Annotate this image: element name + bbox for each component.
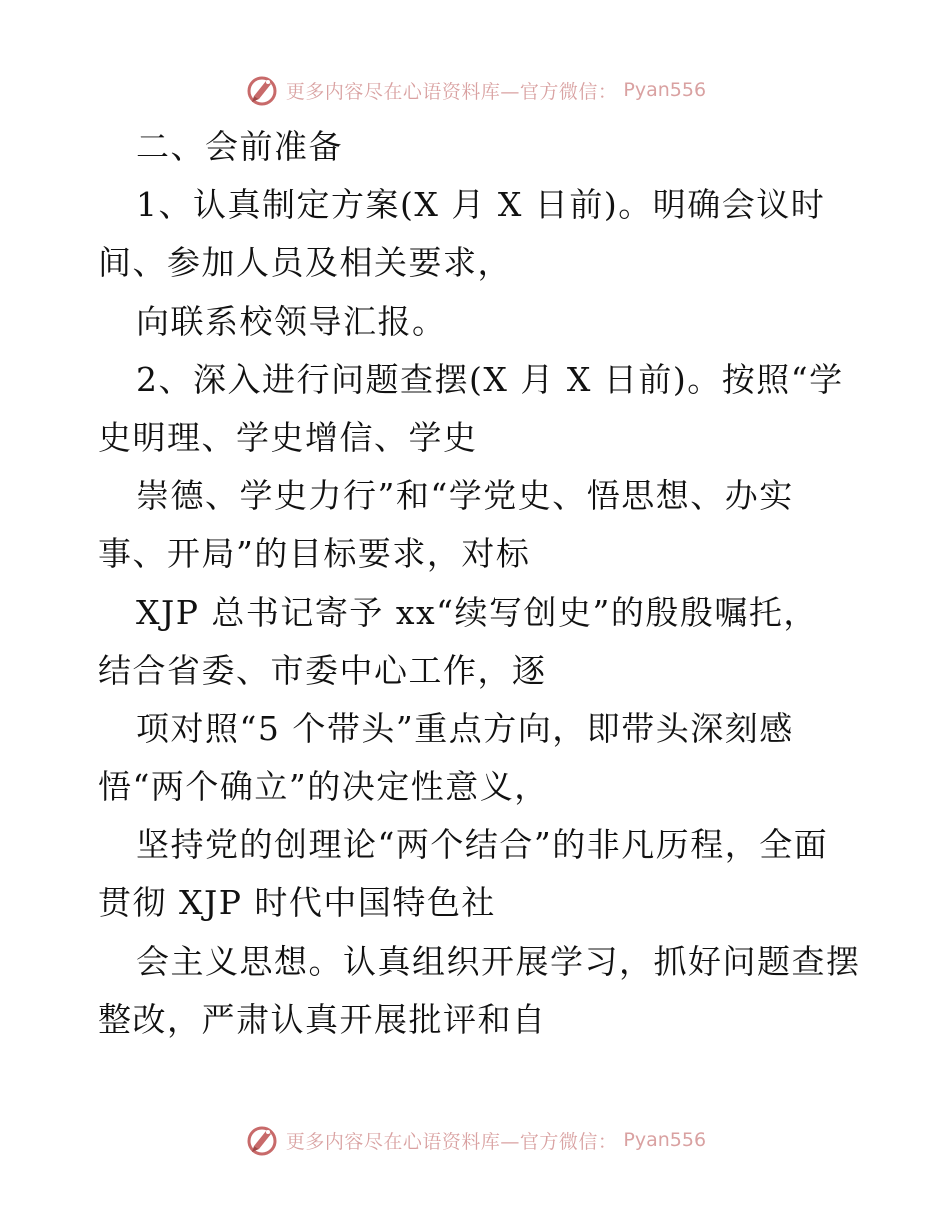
watermark-wechat-id: Pyan556 — [623, 79, 707, 101]
watermark-text: 更多内容尽在心语资料库—官方微信： — [285, 1130, 618, 1153]
paragraph-line: 1、认真制定方案(X 月 X 日前)。明确会议时 — [136, 185, 826, 225]
pen-logo-icon — [244, 72, 280, 108]
paragraph-line: 悟“两个确立”的决定性意义， — [98, 767, 549, 807]
paragraph-line: XJP 总书记寄予 xx“续写创史”的殷殷嘱托， — [136, 592, 818, 632]
paragraph-line: 坚持党的创理论“两个结合”的非凡历程，全面 — [136, 825, 829, 865]
paragraph-line: 会主义思想。认真组织开展学习，抓好问题查摆 — [136, 941, 861, 981]
paragraph-line: 崇德、学史力行”和“学党史、悟思想、办实 — [136, 476, 794, 516]
paragraph-line: 结合省委、市委中心工作，逐 — [98, 650, 547, 690]
document-body — [98, 118, 861, 1049]
watermark-wechat-id: Pyan556 — [623, 1129, 707, 1151]
paragraph-line: 贯彻 XJP 时代中国特色社 — [98, 883, 496, 923]
paragraph-line: 项对照“5 个带头”重点方向，即带头深刻感 — [136, 708, 794, 748]
section-heading: 二、会前准备 — [136, 127, 343, 166]
paragraph-line: 向联系校领导汇报。 — [136, 301, 447, 341]
paragraph-line: 2、深入进行问题查摆(X 月 X 日前)。按照“学 — [136, 359, 844, 399]
paragraph-line: 事、开局”的目标要求，对标 — [98, 534, 531, 574]
paragraph-line: 整改，严肃认真开展批评和自 — [98, 999, 547, 1039]
paragraph-line: 间、参加人员及相关要求， — [98, 243, 512, 283]
watermark-text: 更多内容尽在心语资料库—官方微信： — [285, 80, 618, 103]
footer-watermark — [0, 1120, 950, 1160]
header-watermark — [0, 70, 950, 110]
pen-logo-icon — [244, 1122, 280, 1158]
paragraph-line: 史明理、学史增信、学史 — [98, 417, 478, 457]
